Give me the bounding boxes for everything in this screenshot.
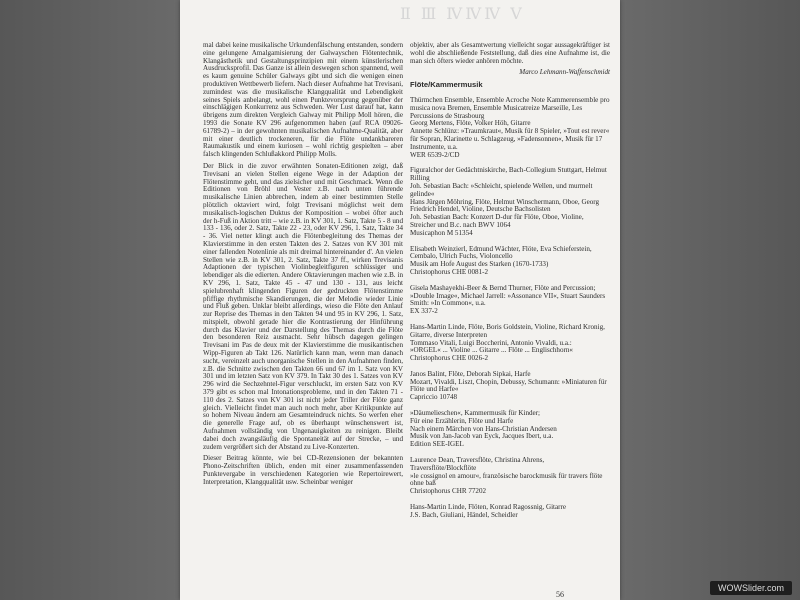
- entry-line: Musicaphon M 51354: [410, 228, 473, 237]
- entry-line: Joh. Sebastian Bach: »Schleicht, spielende Wellen, und murmelt gelinde«: [410, 181, 593, 198]
- release-entry: [410, 457, 610, 496]
- release-entry: [410, 371, 610, 402]
- review-ending: objektiv, aber als Gesamtwertung vielleicht sogar aussagekräftiger ist wohl die abschließende Feststellung, daß dies eine Aufnahme ist, die man sich öfters wieder anhören möchte.: [410, 41, 610, 65]
- entry-line: Christophorus CHE 0026-2: [410, 354, 489, 363]
- paragraph: mal dabei keine musikalische Urkundenfälschung entstanden, sondern eine gelungene Amalgamisierung der Galwayschen Flötentechnik, Klangästhetik und Gestaltungsprinzipien mit einem künstlerischen Ausdrucksprofil. Das Ganze ist allein deswegen schon spannend, weil es kaum genuine Schüler Galways gibt und sich die wenigen einen produktiven Wettbewerb liefern. Nach dieser Aufnahme hat Trevisani, zumindest was die musikalische Klangqualität und Lebendigkeit seines Spiels anbelangt, wohl einen Punktevorsprung gegenüber der einschlägigen Konkurrenz aus Schweden. Wer Lust darauf hat, kann übrigens zum direkten Vergleich Galway mit Philipp Moll hören, die 1993 die Sonate KV 296 aufgenommen haben (auf RCA 09026-61789-2) – in der gewohnten musikalischen Aufnahme-Qualität, aber mit einer deutlich trockeneren, für die Flöte undankbareren Raumakustik und einem kuriosen – wohl richtig gespielten – aber falsch klingenden Schlußakkord Philipp Molls.: [203, 41, 403, 159]
- entry-line: Gisela Mashayekhi-Beer & Bernd Thurner, Flöte and Percussion;: [410, 283, 596, 292]
- entry-line: Annette Schlünz: »Traumkraut«, Musik für 8 Spieler, »Tout est rever« für Sopran, Klarinette u. Schlagzeug, »Fadensonnen«, Musik für 17 Instrumente, u.a.: [410, 127, 610, 151]
- paragraph: Der Blick in die zuvor erwähnten Sonaten-Editionen zeigt, daß Trevisani an vielen Stellen eigene Wege in der Adaption der Flötenstimme geht, und das zielsicher und mit Geschmack. Wenn die Editionen von Bröhl und Vester z.B. nach unten führende musikalische Linien abbrechen, indem ab einer bestimmten Stelle plötzlich oktaviert wird, folgt Trevisani möglichst weit dem musikalisch-logischen Duktus der Komposition – wobei öfter auch der h-Fuß in Aktion tritt – wie z.B. in KV 301, 1. Satz, Takte 5 - 8 und 133 - 136, oder 2. Satz, Takte 22 - 23, oder KV 296, 1. Satz, Takte 34 - 36. Viel netter klingt auch die Flötenbegleitung des Themas der Klavierstimme in den ersten Takten des 2. Satzes von KV 301 mit einer fallenden Notenlinie als mit dreimal hintereinander d'. An vielen Stellen wie z.B. in KV 301, 2. Satz, Takte 37 ff., wirken Trevisanis Adaptionen der typischen Violinbegleitfiguren schlüssiger und lebendiger als die edierten. Andere Oktavierungen machen wie z.B. in KV 296, 1. Satz, Takte 45 - 47 und 130 - 131, aus leicht spielubrenhaft klingenden Figuren der gedruckten Flötenstimme pfiffige rhythmische Skandierungen, die der Melodie wieder Linie und Fluß geben. Unklar bleibt allerdings, wieso die Flöte den Anlauf zur Reprise des Themas in den Takten 94 und 95 in KV 296, 1. Satz, mitspielt, obwohl gerade hier die Kontrastierung der Hinführung durch das Klavier und der Darstellung des Themas durch die Flöte den besonderen Reiz ausmacht. Sehr hübsch dagegen gelingen Trevisani im Pas de deux mit der Klavierstimme die musikantischen Wipp-Figuren ab Takt 126. Natürlich kann man, wenn man danach sucht, vereinzelt auch unorganische Stellen in den Aufnahmen finden, z.B. die Schnitte zwischen den Takten 66 und 67 im 1. Satz von KV 301 und im letzten Satz von KV 379. In Takt 30 des 1. Satzes von KV 296 wird die Sechzehntel-Figur verschluckt, im ersten Satz von KV 379 gibt es schon mal Intonationsprobleme, und in den Takten 71 - 110 des 2. Satzes von KV 301 ist nicht jeder Triller der Flöte ganz gleich. Vielleicht findet man auch noch mehr, aber Kritikpunkte auf so hohem Niveau ändern am Gesamteindruck nichts. So werfen eher die generelle Frage auf, ob es überhaupt wünschenswert ist, Aufnahmen vollständig von Ungenauigkeiten zu reinigen. Bleibt dabei doch zwangsläufig die Spontaneität auf der Strecke, – und zudem vergrößert sich der Abstand zu Live-Konzerten.: [203, 161, 403, 451]
- entry-line: Thürmchen Ensemble, Ensemble Acroche Note Kammerensemble pro musica nova Bremen, Ensemble Musicatreize Marseille, Les Percussions de Strasbourg: [410, 95, 610, 120]
- watermark-badge: WOWSlider.com: [710, 581, 792, 595]
- entry-line: Nach einem Märchen von Hans-Christian Andersen: [410, 424, 557, 433]
- entry-line: Georg Mertens, Flöte, Volker Höh, Gitarre: [410, 119, 531, 128]
- entry-line: Hans-Martin Linde, Flöte, Boris Goldstein, Violine, Richard Kronig, Gitarre, diverse Interpreten: [410, 322, 605, 339]
- release-entry: [410, 410, 610, 449]
- release-entry: [410, 504, 610, 520]
- release-entry: [410, 167, 610, 237]
- entry-line: Christophorus CHE 0081-2: [410, 267, 489, 276]
- entry-line: Hans Jürgen Möhring, Flöte, Helmut Winschermann, Oboe, Georg Friedrich Hendel, Violine, Deutsche Bachsolisten: [410, 197, 600, 214]
- entry-line: EX 337-2: [410, 307, 438, 316]
- release-list: [410, 97, 610, 520]
- entry-line: Joh. Sebastian Bach: Konzert D-dur für Flöte, Oboe, Violine, Streicher und B.c. nach BWV 1064: [410, 213, 584, 229]
- entry-line: Hans-Martin Linde, Flöten, Konrad Ragossnig, Gitarre: [410, 503, 567, 512]
- right-text-column: [410, 42, 610, 528]
- entry-line: Musik von Jan-Jacob van Eyck, Jacques Ibert, u.a.: [410, 432, 554, 441]
- page-number: 56: [556, 590, 564, 599]
- scanned-page: [180, 0, 620, 600]
- entry-line: Figuralchor der Gedächtniskirche, Bach-Collegium Stuttgart, Helmut Rilling: [410, 166, 607, 183]
- entry-line: »le cossignol en amour«, französische barockmusik für travers flöte ohne baß: [410, 471, 603, 488]
- left-text-column: [203, 42, 403, 491]
- entry-line: Mozart, Vivaldi, Liszt, Chopin, Debussy, Schumann: »Miniaturen für Flöte und Harfe«: [410, 377, 607, 394]
- release-entry: [410, 246, 610, 277]
- entry-line: J.S. Bach, Giuliani, Händel, Scheidler: [410, 510, 518, 519]
- entry-line: Christophorus CHR 77202: [410, 487, 487, 496]
- paragraph: Dieser Beitrag könnte, wie bei CD-Rezensionen der bekannten Phono-Zeitschriften üblich, enden mit einer zusammenfassenden Punktevergabe in verschiedenen Kategorien wie Repertoirewert, Interpretation, Klangqualität usw. Scheinbar weniger: [203, 454, 403, 486]
- section-heading: Flöte/Kammermusik: [410, 80, 483, 90]
- release-entry: [410, 285, 610, 316]
- entry-line: Für eine Erzählerin, Flöte und Harfe: [410, 416, 514, 425]
- entry-line: »Däumelieschen«, Kammermusik für Kinder;: [410, 409, 541, 418]
- author-signature: Marco Lehmann-Waffenschmidt: [519, 68, 610, 77]
- bleed-through-text: Ⅱ Ⅲ ⅣⅣⅣ Ⅴ: [400, 6, 525, 23]
- entry-line: Capriccio 10748: [410, 393, 458, 402]
- entry-line: Laurence Dean, Traversflöte, Christina Ahrens, Traversflöte/Blockflöte: [410, 456, 545, 472]
- entry-line: »ORGEL« ... Violine ... Gitarre ... Flöte ... Englischhorn«: [410, 346, 573, 355]
- entry-line: Elisabeth Weinzierl, Edmund Wächter, Flöte, Eva Schieferstein, Cembalo, Ulrich Fuchs, Violoncello: [410, 244, 592, 261]
- release-entry: [410, 324, 610, 363]
- release-entry: [410, 97, 610, 159]
- entry-line: Janos Balint, Flöte, Deborah Sipkai, Harfe: [410, 369, 531, 378]
- entry-line: Edition SEE-IGEL: [410, 440, 464, 449]
- entry-line: WER 6539-2/CD: [410, 150, 460, 159]
- entry-line: »Double Image«, Michael Jarrell: »Assonance VII«, Stuart Saunders Smith: »In Common«, u.a.: [410, 291, 606, 308]
- entry-line: Tommaso Vitali, Luigi Boccherini, Antonio Vivaldi, u.a.:: [410, 338, 572, 347]
- entry-line: Musik am Hofe August des Starken (1670-1733): [410, 260, 549, 269]
- right-scan-margin: [620, 0, 800, 600]
- left-scan-margin: [0, 0, 180, 600]
